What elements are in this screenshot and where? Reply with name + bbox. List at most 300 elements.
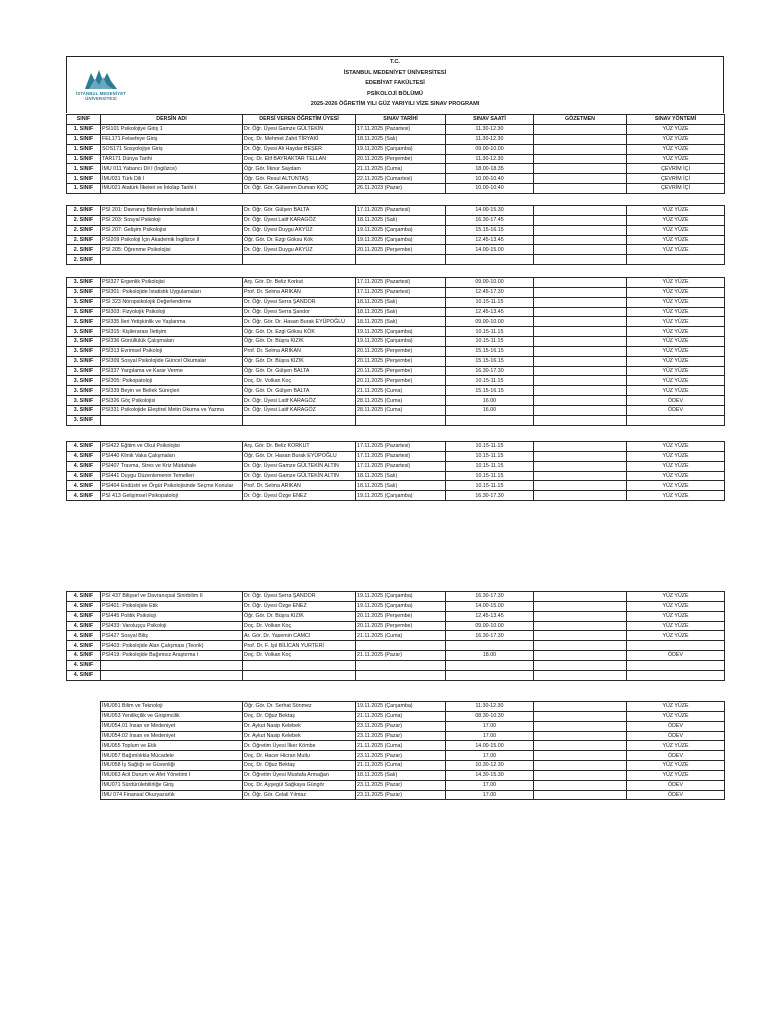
exam-time-cell: 16.30-17.45 xyxy=(446,215,534,225)
exam-time-cell: 11.30-12.30 xyxy=(446,134,534,144)
column-header-dersin-adi: DERSİN ADI xyxy=(101,115,243,125)
exam-time-cell: 09.00-10.00 xyxy=(446,144,534,154)
course-name-cell: PSİ441 Duygu Düzenlemenin Temelleri xyxy=(101,471,243,481)
table-row xyxy=(67,154,725,164)
course-name-cell: İMU051 Bilim ve Teknoloji xyxy=(101,702,243,712)
exam-time-cell: 15.15-16.15 xyxy=(446,346,534,356)
exam-method-cell: YÜZ YÜZE xyxy=(627,366,725,376)
instructor-cell: Dr. Öğr. Üyesi Latif KARAGÖZ xyxy=(243,396,356,406)
course-name-cell: İMU054.01 İnsan ve Medeniyet xyxy=(101,721,243,731)
exam-date-cell: 18.11.2025 (Salı) xyxy=(356,215,446,225)
proctor-cell xyxy=(534,471,627,481)
title-line-3: EDEBİYAT FAKÜLTESİ xyxy=(365,80,425,86)
instructor-cell: Öğr. Gör. Dr. Büşra KIZIK xyxy=(243,356,356,366)
exam-date-cell: 23.11.2025 (Pazar) xyxy=(356,731,446,741)
first-year-exam-table xyxy=(66,124,725,194)
course-name-cell: PSİ309 Sosyal Psikolojide Güncel Okumalar xyxy=(101,356,243,366)
course-name-cell: FEL171 Felsefeye Giriş xyxy=(101,134,243,144)
instructor-cell: Dr. Öğr. Üyesi Özge ENEZ xyxy=(243,601,356,611)
instructor-cell: Dr. Öğretim Üyesi Mustafa Armağan xyxy=(243,770,356,780)
class-year-cell: 4. SINIF xyxy=(67,621,101,631)
title-line-2: İSTANBUL MEDENİYET ÜNİVERSİTESİ xyxy=(343,69,447,76)
exam-date-cell xyxy=(356,255,446,265)
table-row xyxy=(67,164,725,174)
instructor-cell: Dr. Öğr. Gör. Gülseren Duman KOÇ xyxy=(243,184,356,194)
exam-time-cell: 14.30-15.30 xyxy=(446,770,534,780)
exam-date-cell: 17.11.2025 (Pazartesi) xyxy=(356,125,446,135)
exam-method-cell: YÜZ YÜZE xyxy=(627,770,725,780)
proctor-cell xyxy=(534,491,627,501)
table-row xyxy=(67,307,725,317)
exam-method-cell: YÜZ YÜZE xyxy=(627,337,725,347)
instructor-cell: Prof. Dr. F. Işıl BİLİCAN YURTERİ xyxy=(243,641,356,651)
exam-method-cell xyxy=(627,670,725,680)
exam-date-cell xyxy=(356,641,446,651)
exam-time-cell: 14.00-15.00 xyxy=(446,601,534,611)
course-name-cell: PSİ404 Endüstri ve Örgüt Psikolojisinde Seçme Konular xyxy=(101,481,243,491)
exam-time-cell: 10.15-11.15 xyxy=(446,461,534,471)
exam-date-cell: 18.11.2025 (Salı) xyxy=(356,471,446,481)
instructor-cell: Dr. Öğr. Üyesi Gamze GÜLTEKİN ALTIN xyxy=(243,461,356,471)
exam-date-cell: 18.11.2025 (Salı) xyxy=(356,317,446,327)
course-name-cell xyxy=(101,255,243,265)
instructor-cell: Öğr. Gör. Dr. Gülşen BALTA xyxy=(243,386,356,396)
instructor-cell: Doç. Dr. Elif BAYRAKTAR TELLAN xyxy=(243,154,356,164)
exam-method-cell xyxy=(627,415,725,425)
class-year-cell: 3. SINIF xyxy=(67,396,101,406)
instructor-cell: Dr. Öğr. Üyesi Gamze GÜLTEKİN xyxy=(243,125,356,135)
table-row xyxy=(101,761,725,771)
table-row xyxy=(101,770,725,780)
proctor-cell xyxy=(534,154,627,164)
instructor-cell: Ar. Gör. Dr. Yasemin CAMCI xyxy=(243,631,356,641)
exam-time-cell xyxy=(446,415,534,425)
proctor-cell xyxy=(534,206,627,216)
exam-date-cell xyxy=(356,670,446,680)
proctor-cell xyxy=(534,134,627,144)
course-name-cell: İMU058 İş Sağlığı ve Güvenliği xyxy=(101,761,243,771)
proctor-cell xyxy=(534,225,627,235)
class-year-cell: 4. SINIF xyxy=(67,651,101,661)
instructor-cell: Prof. Dr. Selma ARIKAN xyxy=(243,287,356,297)
class-year-cell: 3. SINIF xyxy=(67,376,101,386)
class-year-cell: 3. SINIF xyxy=(67,356,101,366)
table-row xyxy=(67,184,725,194)
table-row xyxy=(67,641,725,651)
exam-method-cell: YÜZ YÜZE xyxy=(627,631,725,641)
exam-date-cell: 19.11.2025 (Çarşamba) xyxy=(356,235,446,245)
exam-date-cell: 22.11.2025 (Cumartesi) xyxy=(356,174,446,184)
exam-method-cell: YÜZ YÜZE xyxy=(627,621,725,631)
exam-date-cell: 19.11.2025 (Çarşamba) xyxy=(356,491,446,501)
exam-method-cell: ÖDEV xyxy=(627,780,725,790)
proctor-cell xyxy=(534,761,627,771)
class-year-cell: 2. SINIF xyxy=(67,235,101,245)
exam-time-cell: 14.00-15.00 xyxy=(446,741,534,751)
course-name-cell: PSİ422 Eğitim ve Okul Psikolojisi xyxy=(101,442,243,452)
instructor-cell: Arş. Gör. Dr. Beliz Korkut xyxy=(243,278,356,288)
class-year-cell: 3. SINIF xyxy=(67,278,101,288)
proctor-cell xyxy=(534,601,627,611)
exam-date-cell: 28.11.2025 (Cuma) xyxy=(356,405,446,415)
exam-method-cell: YÜZ YÜZE xyxy=(627,481,725,491)
class-year-cell: 4. SINIF xyxy=(67,641,101,651)
table-row xyxy=(67,125,725,135)
table-row xyxy=(67,356,725,366)
course-name-cell: İMU053 Yenilikçilik ve Girişimcilik xyxy=(101,711,243,721)
exam-method-cell: YÜZ YÜZE xyxy=(627,154,725,164)
table-row xyxy=(67,592,725,602)
instructor-cell: Öğr. Gör. Dr. Hasan Burak EYÜPOĞLU xyxy=(243,451,356,461)
exam-method-cell: YÜZ YÜZE xyxy=(627,235,725,245)
class-year-cell: 4. SINIF xyxy=(67,631,101,641)
instructor-cell: Doç. Dr. Oğuz Bektaş xyxy=(243,761,356,771)
exam-date-cell: 17.11.2025 (Pazartesi) xyxy=(356,451,446,461)
exam-date-cell: 17.11.2025 (Pazartesi) xyxy=(356,442,446,452)
instructor-cell xyxy=(243,670,356,680)
exam-time-cell: 16.30-17.30 xyxy=(446,592,534,602)
course-name-cell: PSİ401: Psikolojide Etik xyxy=(101,601,243,611)
exam-time-cell: 12.45-13.45 xyxy=(446,611,534,621)
exam-date-cell: 20.11.2025 (Perşembe) xyxy=(356,376,446,386)
exam-method-cell: ÇEVRİM İÇİ xyxy=(627,164,725,174)
proctor-cell xyxy=(534,651,627,661)
table-row xyxy=(67,442,725,452)
document-header xyxy=(66,56,724,113)
exam-time-cell: 10.00-10.40 xyxy=(446,184,534,194)
exam-time-cell: 12.45-17.30 xyxy=(446,287,534,297)
exam-method-cell: ÖDEV xyxy=(627,405,725,415)
exam-time-cell: 09.00-10.00 xyxy=(446,278,534,288)
exam-date-cell: 17.11.2025 (Pazartesi) xyxy=(356,287,446,297)
exam-method-cell: YÜZ YÜZE xyxy=(627,711,725,721)
proctor-cell xyxy=(534,442,627,452)
instructor-cell: Doç. Dr. Hacer Hicran Mutlu xyxy=(243,751,356,761)
exam-method-cell: YÜZ YÜZE xyxy=(627,356,725,366)
instructor-cell: Öğr. Gör. Dr. Serhat Sönmez xyxy=(243,702,356,712)
class-year-cell: 1. SINIF xyxy=(67,154,101,164)
instructor-cell: Doç. Dr. Volkan Koç xyxy=(243,651,356,661)
exam-time-cell: 17.00 xyxy=(446,751,534,761)
instructor-cell: Dr. Öğr. Gör. Dr. Hasan Burak EYÜPOĞLU xyxy=(243,317,356,327)
proctor-cell xyxy=(534,245,627,255)
exam-method-cell: ÖDEV xyxy=(627,721,725,731)
class-year-cell: 4. SINIF xyxy=(67,611,101,621)
instructor-cell: Öğr. Gör. Dr. Ezgi Göksu KÖK xyxy=(243,327,356,337)
proctor-cell xyxy=(534,670,627,680)
exam-time-cell: 16.30-17.30 xyxy=(446,491,534,501)
instructor-cell: Dr. Öğr. Üyesi Ali Haydar BEŞER xyxy=(243,144,356,154)
table-row xyxy=(67,144,725,154)
exam-method-cell: YÜZ YÜZE xyxy=(627,451,725,461)
title-line-1: T.C. xyxy=(390,59,400,65)
proctor-cell xyxy=(534,287,627,297)
table-row xyxy=(67,366,725,376)
exam-method-cell: YÜZ YÜZE xyxy=(627,307,725,317)
exam-time-cell xyxy=(446,660,534,670)
course-name-cell xyxy=(101,415,243,425)
exam-method-cell: YÜZ YÜZE xyxy=(627,278,725,288)
exam-method-cell: ÇEVRİM İÇİ xyxy=(627,184,725,194)
column-header-ogretim-uyesi: DERSİ VEREN ÖĞRETİM ÜYESİ xyxy=(243,115,356,125)
instructor-cell: Dr. Öğr. Üyesi Özge ENEZ xyxy=(243,491,356,501)
table-row xyxy=(67,631,725,641)
course-name-cell: İMU 011 Yabancı Dil I (İngilizce) xyxy=(101,164,243,174)
exam-method-cell: YÜZ YÜZE xyxy=(627,327,725,337)
exam-date-cell: 21.11.2025 (Cuma) xyxy=(356,631,446,641)
proctor-cell xyxy=(534,317,627,327)
exam-method-cell: YÜZ YÜZE xyxy=(627,741,725,751)
proctor-cell xyxy=(534,184,627,194)
instructor-cell: Dr. Öğr. Üyesi Serra ŞANDOR xyxy=(243,297,356,307)
class-year-cell: 4. SINIF xyxy=(67,592,101,602)
course-name-cell xyxy=(101,670,243,680)
exam-method-cell: ÖDEV xyxy=(627,651,725,661)
exam-date-cell: 21.11.2025 (Pazar) xyxy=(356,651,446,661)
exam-date-cell: 23.11.2025 (Pazar) xyxy=(356,780,446,790)
exam-time-cell: 10.15-11.15 xyxy=(446,451,534,461)
table-row xyxy=(101,751,725,761)
title-line-4: PSİKOLOJİ BÖLÜMÜ xyxy=(367,90,423,97)
exam-time-cell: 10.15-11.15 xyxy=(446,481,534,491)
exam-date-cell: 18.11.2025 (Salı) xyxy=(356,770,446,780)
exam-method-cell: ÖDEV xyxy=(627,751,725,761)
exam-time-cell: 16.30-17.30 xyxy=(446,366,534,376)
proctor-cell xyxy=(534,702,627,712)
proctor-cell xyxy=(534,366,627,376)
table-row xyxy=(67,621,725,631)
instructor-cell: Arş. Gör. Dr. Beliz KORKUT xyxy=(243,442,356,452)
logo-text-line-2: ÜNİVERSİTESİ xyxy=(85,96,117,101)
exam-date-cell: 23.11.2025 (Pazar) xyxy=(356,721,446,731)
exam-date-cell: 26.11.2023 (Pazar) xyxy=(356,184,446,194)
exam-time-cell: 11.30-12.30 xyxy=(446,154,534,164)
course-name-cell: İMU063 Acil Durum ve Afet Yönetimi I xyxy=(101,770,243,780)
exam-date-cell: 18.11.2025 (Salı) xyxy=(356,307,446,317)
proctor-cell xyxy=(534,386,627,396)
exam-method-cell: YÜZ YÜZE xyxy=(627,491,725,501)
exam-time-cell xyxy=(446,670,534,680)
exam-time-cell: 09.00-10.00 xyxy=(446,621,534,631)
table-row xyxy=(67,317,725,327)
course-name-cell: TAR171 Dünya Tarihi xyxy=(101,154,243,164)
class-year-cell: 1. SINIF xyxy=(67,174,101,184)
course-name-cell: İMU021 Atatürk İlkeleri ve İnkılap Tarihi I xyxy=(101,184,243,194)
instructor-cell xyxy=(243,415,356,425)
exam-date-cell xyxy=(356,415,446,425)
fourth-year-exam-table-a xyxy=(66,441,725,501)
exam-time-cell: 17.00 xyxy=(446,780,534,790)
class-year-cell: 3. SINIF xyxy=(67,317,101,327)
instructor-cell: Doç. Dr. Mehmet Zahit TİRYAKİ xyxy=(243,134,356,144)
course-name-cell: PSİ303: Fizyolojik Psikoloji xyxy=(101,307,243,317)
exam-date-cell: 21.11.2025 (Cuma) xyxy=(356,386,446,396)
exam-date-cell: 20.11.2025 (Perşembe) xyxy=(356,621,446,631)
instructor-cell: Öğr. Gör. Dr. Gülşen BALTA xyxy=(243,366,356,376)
instructor-cell: Dr. Öğretim Üyesi İlker Kömbe xyxy=(243,741,356,751)
exam-method-cell: YÜZ YÜZE xyxy=(627,442,725,452)
table-row xyxy=(67,451,725,461)
exam-time-cell: 09.00-10.00 xyxy=(446,317,534,327)
third-year-exam-table xyxy=(66,277,725,426)
table-row xyxy=(67,491,725,501)
logo-text-line-1: İSTANBUL MEDENİYET xyxy=(76,91,126,96)
table-row xyxy=(101,780,725,790)
instructor-cell: Dr. Öğr. Üyesi Serra ŞANDOR xyxy=(243,592,356,602)
proctor-cell xyxy=(534,174,627,184)
proctor-cell xyxy=(534,641,627,651)
exam-time-cell: 11.30-12.30 xyxy=(446,702,534,712)
instructor-cell: Prof. Dr. Selma ARIKAN xyxy=(243,481,356,491)
course-name-cell: PSİ419: Psikolojide Bağımsız Araştırma I xyxy=(101,651,243,661)
course-name-cell: PSİ335 İleri Yetişkinlik ve Yaşlanma xyxy=(101,317,243,327)
exam-method-cell: YÜZ YÜZE xyxy=(627,225,725,235)
exam-method-cell: YÜZ YÜZE xyxy=(627,144,725,154)
class-year-cell: 3. SINIF xyxy=(67,386,101,396)
exam-date-cell: 20.11.2025 (Perşembe) xyxy=(356,346,446,356)
exam-date-cell: 23.11.2025 (Pazar) xyxy=(356,751,446,761)
table-row xyxy=(67,405,725,415)
exam-date-cell: 19.11.2025 (Çarşamba) xyxy=(356,144,446,154)
column-header-sinav-yontemi: SINAV YÖNTEMİ xyxy=(627,115,725,125)
table-row xyxy=(67,670,725,680)
proctor-cell xyxy=(534,356,627,366)
exam-date-cell: 21.11.2025 (Cuma) xyxy=(356,741,446,751)
table-row xyxy=(67,386,725,396)
exam-time-cell: 16.30-17.30 xyxy=(446,631,534,641)
class-year-cell: 1. SINIF xyxy=(67,125,101,135)
instructor-cell xyxy=(243,255,356,265)
proctor-cell xyxy=(534,660,627,670)
exam-time-cell: 10.15-11.15 xyxy=(446,442,534,452)
proctor-cell xyxy=(534,297,627,307)
exam-time-cell: 10.15-11.15 xyxy=(446,337,534,347)
instructor-cell: Öğr. Gör. İlknur Saydam xyxy=(243,164,356,174)
class-year-cell: 3. SINIF xyxy=(67,307,101,317)
instructor-cell: Doç. Dr. Volkan Koç xyxy=(243,621,356,631)
table-row xyxy=(101,741,725,751)
class-year-cell: 3. SINIF xyxy=(67,346,101,356)
class-year-cell: 2. SINIF xyxy=(67,245,101,255)
exam-time-cell: 18.00 xyxy=(446,651,534,661)
course-name-cell: PSİ337 Yargılama ve Karar Verme xyxy=(101,366,243,376)
instructor-cell: Prof. Dr. Selma ARIKAN xyxy=(243,346,356,356)
class-year-cell: 2. SINIF xyxy=(67,215,101,225)
table-row xyxy=(67,611,725,621)
course-name-cell: İMU054.02 İnsan ve Medeniyet xyxy=(101,731,243,741)
class-year-cell: 4. SINIF xyxy=(67,461,101,471)
course-name-cell: PSİ327 Ergenlik Psikolojisi xyxy=(101,278,243,288)
exam-time-cell: 10.15-11.15 xyxy=(446,471,534,481)
course-name-cell: PSİ313 Evrimsel Psikoloji xyxy=(101,346,243,356)
instructor-cell: Dr. Öğr. Üyesi Serra Şandor xyxy=(243,307,356,317)
course-name-cell: PSİ 323 Nöropsikolojik Değerlendirme xyxy=(101,297,243,307)
exam-date-cell: 19.11.2025 (Çarşamba) xyxy=(356,225,446,235)
table-row xyxy=(67,327,725,337)
table-row xyxy=(101,702,725,712)
class-year-cell: 3. SINIF xyxy=(67,366,101,376)
course-name-cell: PSİ 413 Gelişimsel Psikopatoloji xyxy=(101,491,243,501)
instructor-cell: Öğr. Gör. Dr. Ezgi Göksu Kök xyxy=(243,235,356,245)
class-year-cell: 1. SINIF xyxy=(67,164,101,174)
course-name-cell: PSİ 201: Davranış Bilimlerinde İstatistik I xyxy=(101,206,243,216)
exam-date-cell: 19.11.2025 (Çarşamba) xyxy=(356,592,446,602)
proctor-cell xyxy=(534,790,627,800)
course-name-cell: PSİ209 Psikoloji İçin Akademik İngilizce II xyxy=(101,235,243,245)
class-year-cell: 1. SINIF xyxy=(67,134,101,144)
table-row xyxy=(67,651,725,661)
table-row xyxy=(67,215,725,225)
table-row xyxy=(67,225,725,235)
proctor-cell xyxy=(534,307,627,317)
exam-method-cell: YÜZ YÜZE xyxy=(627,702,725,712)
table-row xyxy=(101,711,725,721)
exam-date-cell xyxy=(356,660,446,670)
course-name-cell: PSİ305: Psikopatoloji xyxy=(101,376,243,386)
course-name-cell: PSİ326 Göç Psikolojisi xyxy=(101,396,243,406)
course-name-cell: PSİ440 Klinik Vaka Çalışmaları xyxy=(101,451,243,461)
exam-time-cell: 10.15-11.15 xyxy=(446,376,534,386)
instructor-cell: Dr. Aykut Nasip Kelebek xyxy=(243,721,356,731)
table-row xyxy=(101,790,725,800)
column-header-sinav-tarihi: SINAV TARİHİ xyxy=(356,115,446,125)
proctor-cell xyxy=(534,396,627,406)
fourth-year-exam-table-b xyxy=(66,591,725,681)
exam-method-cell: YÜZ YÜZE xyxy=(627,601,725,611)
table-row xyxy=(101,731,725,741)
proctor-cell xyxy=(534,235,627,245)
exam-date-cell: 23.11.2025 (Pazar) xyxy=(356,790,446,800)
proctor-cell xyxy=(534,711,627,721)
exam-time-cell: 14.00-15.00 xyxy=(446,245,534,255)
course-name-cell: PSİ 205: Öğrenme Psikolojisi xyxy=(101,245,243,255)
proctor-cell xyxy=(534,592,627,602)
course-name-cell: PSİ 203: Sosyal Psikoloji xyxy=(101,215,243,225)
table-row xyxy=(67,415,725,425)
table-row xyxy=(67,660,725,670)
instructor-cell: Dr. Öğr. Üyesi Duygu AKYÜZ xyxy=(243,245,356,255)
exam-date-cell: 20.11.2025 (Perşembe) xyxy=(356,154,446,164)
exam-time-cell: 15.15-16.15 xyxy=(446,225,534,235)
instructor-cell: Öğr. Gör. Resul ALTUNTAŞ xyxy=(243,174,356,184)
exam-time-cell: 15.15-16.15 xyxy=(446,356,534,366)
column-header-sinif: SINIF xyxy=(67,115,101,125)
exam-method-cell: YÜZ YÜZE xyxy=(627,611,725,621)
exam-time-cell xyxy=(446,255,534,265)
instructor-cell: Dr. Öğr. Gör. Gülşen BALTA xyxy=(243,206,356,216)
table-row xyxy=(67,235,725,245)
exam-date-cell: 19.11.2025 (Çarşamba) xyxy=(356,327,446,337)
table-row xyxy=(67,174,725,184)
exam-date-cell: 20.11.2025 (Perşembe) xyxy=(356,245,446,255)
course-name-cell: İMU 074 Finansal Okuryazarlık xyxy=(101,790,243,800)
exam-method-cell: YÜZ YÜZE xyxy=(627,287,725,297)
table-row xyxy=(67,396,725,406)
proctor-cell xyxy=(534,346,627,356)
class-year-cell: 1. SINIF xyxy=(67,184,101,194)
table-row xyxy=(67,255,725,265)
course-name-cell: PSİ433: Varoluşçu Psikoloji xyxy=(101,621,243,631)
proctor-cell xyxy=(534,721,627,731)
exam-date-cell: 28.11.2025 (Cuma) xyxy=(356,396,446,406)
exam-date-cell: 20.11.2025 (Perşembe) xyxy=(356,356,446,366)
proctor-cell xyxy=(534,631,627,641)
proctor-cell xyxy=(534,376,627,386)
exam-time-cell xyxy=(446,641,534,651)
exam-date-cell: 18.11.2025 (Salı) xyxy=(356,297,446,307)
table-row xyxy=(67,471,725,481)
exam-method-cell: YÜZ YÜZE xyxy=(627,386,725,396)
